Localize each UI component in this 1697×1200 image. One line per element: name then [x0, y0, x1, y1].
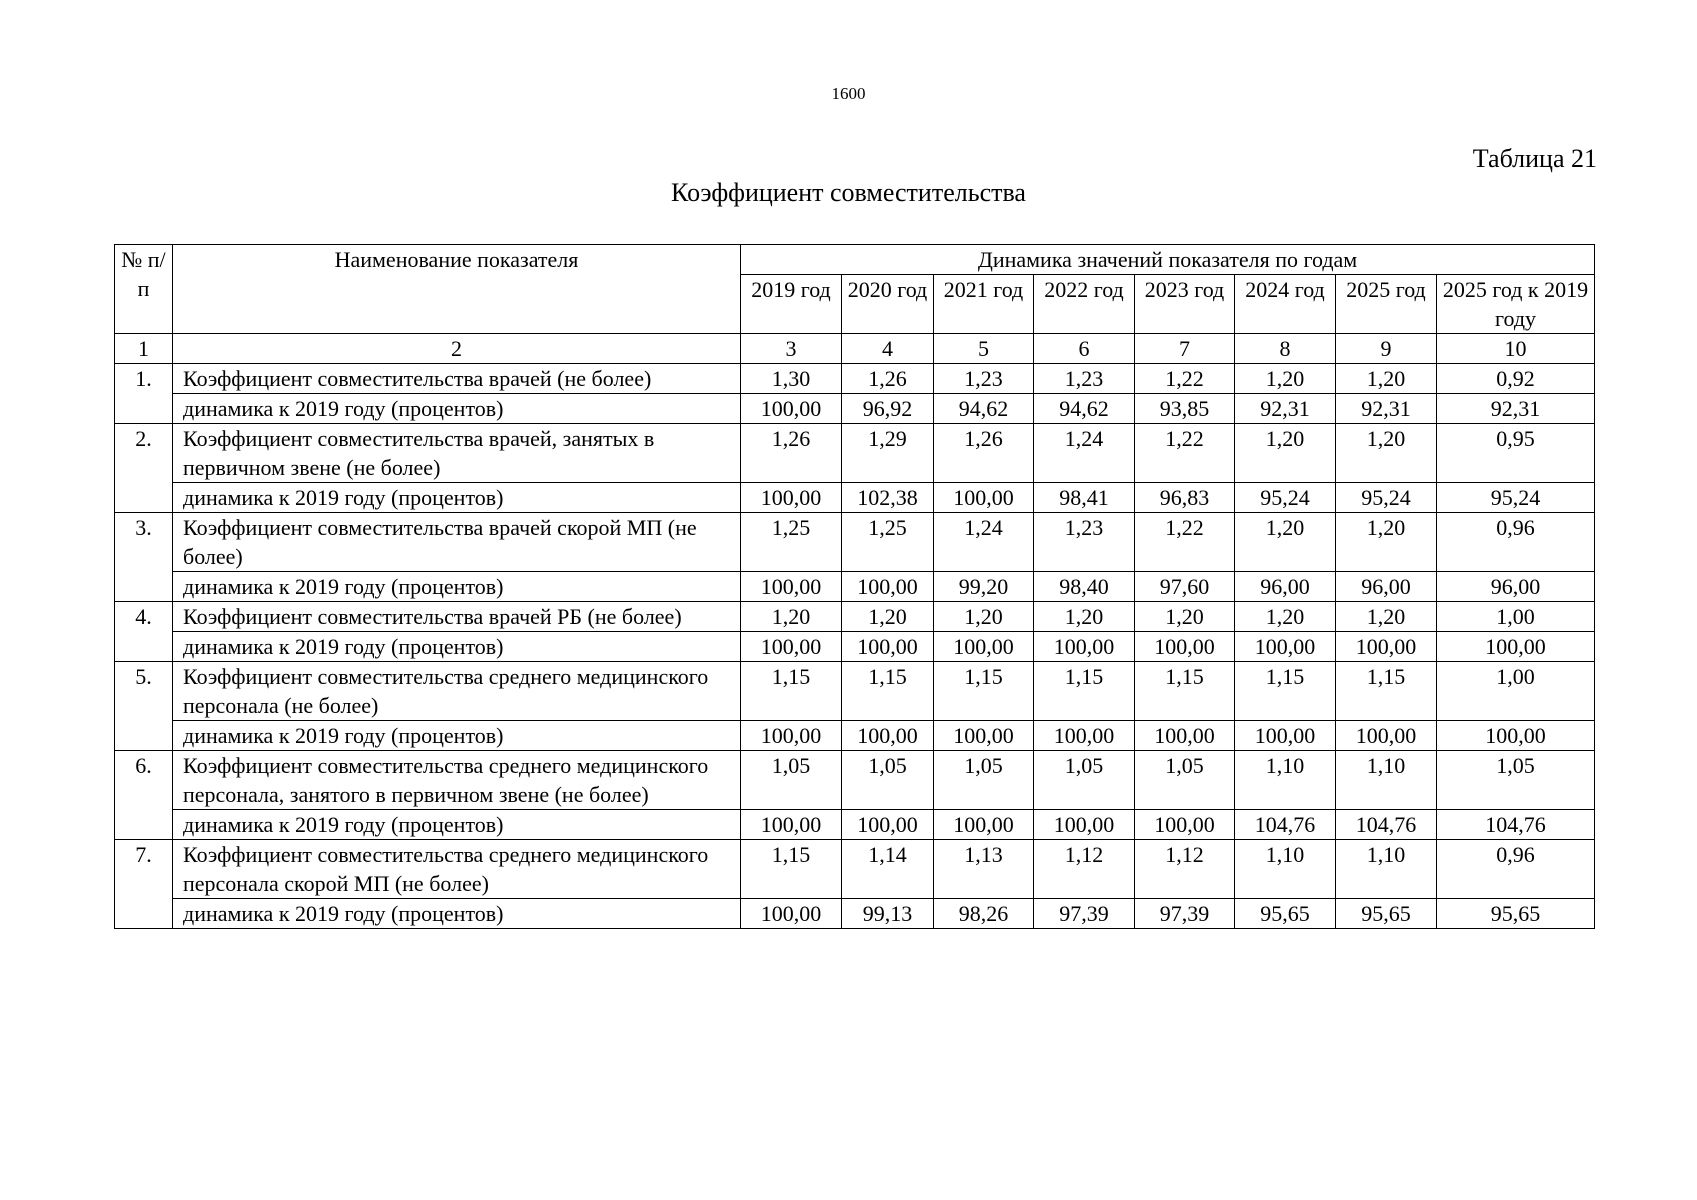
dynamics-value: 97,39 — [1034, 899, 1135, 929]
dynamics-value: 99,20 — [934, 572, 1034, 602]
indicator-name: Коэффициент совместительства врачей РБ (не более) — [173, 602, 741, 632]
dynamics-label: динамика к 2019 году (процентов) — [173, 810, 741, 840]
dynamics-value: 96,00 — [1235, 572, 1336, 602]
dynamics-row — [115, 572, 1595, 602]
dynamics-value: 100,00 — [1034, 721, 1135, 751]
indicator-value: 1,00 — [1437, 662, 1595, 721]
dynamics-value: 100,00 — [934, 810, 1034, 840]
column-number: 8 — [1235, 334, 1336, 364]
indicator-value: 1,15 — [1235, 662, 1336, 721]
dynamics-value: 93,85 — [1135, 394, 1235, 424]
indicator-value: 1,24 — [934, 513, 1034, 572]
dynamics-value: 100,00 — [741, 483, 842, 513]
dynamics-value: 100,00 — [1135, 721, 1235, 751]
indicator-name: Коэффициент совместительства среднего медицинского персонала (не более) — [173, 662, 741, 721]
table-row — [115, 424, 1595, 483]
table-row — [115, 513, 1595, 572]
indicator-value: 1,15 — [741, 662, 842, 721]
indicator-name: Коэффициент совместительства среднего медицинского персонала, занятого в первичном звене (не более) — [173, 751, 741, 810]
indicator-value: 1,20 — [1235, 364, 1336, 394]
indicator-value: 1,20 — [1235, 424, 1336, 483]
dynamics-row — [115, 721, 1595, 751]
dynamics-value: 102,38 — [842, 483, 934, 513]
indicator-value: 1,20 — [1336, 424, 1437, 483]
indicator-value: 1,25 — [741, 513, 842, 572]
header-year: 2020 год — [842, 275, 934, 334]
dynamics-value: 97,60 — [1135, 572, 1235, 602]
indicator-value: 1,15 — [842, 662, 934, 721]
header-year: 2024 год — [1235, 275, 1336, 334]
indicator-value: 1,05 — [842, 751, 934, 810]
indicator-name: Коэффициент совместительства среднего медицинского персонала скорой МП (не более) — [173, 840, 741, 899]
dynamics-value: 100,00 — [1235, 632, 1336, 662]
header-year: 2025 год — [1336, 275, 1437, 334]
dynamics-value: 100,00 — [934, 483, 1034, 513]
header-row-1 — [115, 245, 1595, 275]
dynamics-value: 95,24 — [1437, 483, 1595, 513]
table-row — [115, 751, 1595, 810]
dynamics-value: 100,00 — [1034, 632, 1135, 662]
indicator-value: 1,15 — [1135, 662, 1235, 721]
dynamics-value: 95,65 — [1437, 899, 1595, 929]
indicator-value: 1,20 — [1336, 513, 1437, 572]
indicator-value: 1,15 — [934, 662, 1034, 721]
dynamics-value: 98,26 — [934, 899, 1034, 929]
table-row — [115, 602, 1595, 632]
header-name: Наименование показателя — [173, 245, 741, 334]
dynamics-value: 104,76 — [1437, 810, 1595, 840]
column-number: 3 — [741, 334, 842, 364]
indicator-value: 0,96 — [1437, 513, 1595, 572]
dynamics-row — [115, 483, 1595, 513]
indicator-value: 1,12 — [1034, 840, 1135, 899]
indicator-value: 1,22 — [1135, 513, 1235, 572]
dynamics-value: 100,00 — [1034, 810, 1135, 840]
dynamics-value: 100,00 — [1336, 632, 1437, 662]
dynamics-row — [115, 810, 1595, 840]
indicator-value: 0,96 — [1437, 840, 1595, 899]
dynamics-value: 96,92 — [842, 394, 934, 424]
indicator-value: 0,95 — [1437, 424, 1595, 483]
header-year: 2023 год — [1135, 275, 1235, 334]
dynamics-value: 100,00 — [842, 810, 934, 840]
dynamics-value: 100,00 — [1135, 810, 1235, 840]
dynamics-value: 100,00 — [1235, 721, 1336, 751]
header-num: № п/п — [115, 245, 173, 334]
indicator-value: 1,05 — [741, 751, 842, 810]
dynamics-label: динамика к 2019 году (процентов) — [173, 394, 741, 424]
row-number: 1. — [115, 364, 173, 424]
dynamics-value: 100,00 — [842, 572, 934, 602]
dynamics-value: 95,24 — [1235, 483, 1336, 513]
dynamics-value: 100,00 — [842, 721, 934, 751]
column-number-row — [115, 334, 1595, 364]
indicator-name: Коэффициент совместительства врачей, занятых в первичном звене (не более) — [173, 424, 741, 483]
table-body — [115, 245, 1595, 929]
table-label: Таблица 21 — [1472, 144, 1597, 173]
dynamics-value: 97,39 — [1135, 899, 1235, 929]
indicator-value: 1,05 — [1437, 751, 1595, 810]
indicator-value: 1,05 — [1135, 751, 1235, 810]
dynamics-value: 100,00 — [1437, 632, 1595, 662]
dynamics-value: 92,31 — [1437, 394, 1595, 424]
table-title: Коэффициент совместительства — [671, 178, 1026, 207]
indicator-value: 1,26 — [842, 364, 934, 394]
row-number: 7. — [115, 840, 173, 929]
column-number: 9 — [1336, 334, 1437, 364]
dynamics-value: 95,65 — [1336, 899, 1437, 929]
indicator-value: 1,20 — [1235, 513, 1336, 572]
indicator-value: 1,20 — [842, 602, 934, 632]
column-number: 1 — [115, 334, 173, 364]
header-year: 2025 год к 2019 году — [1437, 275, 1595, 334]
dynamics-value: 98,40 — [1034, 572, 1135, 602]
dynamics-row — [115, 394, 1595, 424]
indicator-value: 1,15 — [741, 840, 842, 899]
indicator-value: 1,10 — [1336, 751, 1437, 810]
row-number: 4. — [115, 602, 173, 662]
indicator-value: 1,14 — [842, 840, 934, 899]
dynamics-label: динамика к 2019 году (процентов) — [173, 899, 741, 929]
dynamics-value: 94,62 — [1034, 394, 1135, 424]
dynamics-label: динамика к 2019 году (процентов) — [173, 721, 741, 751]
indicator-value: 1,23 — [1034, 513, 1135, 572]
indicator-value: 1,20 — [1135, 602, 1235, 632]
dynamics-value: 100,00 — [741, 394, 842, 424]
indicator-value: 1,13 — [934, 840, 1034, 899]
indicator-value: 1,20 — [1235, 602, 1336, 632]
table-row — [115, 364, 1595, 394]
dynamics-value: 100,00 — [741, 721, 842, 751]
dynamics-value: 100,00 — [934, 721, 1034, 751]
header-year: 2019 год — [741, 275, 842, 334]
indicator-value: 1,15 — [1336, 662, 1437, 721]
dynamics-value: 100,00 — [842, 632, 934, 662]
row-number: 2. — [115, 424, 173, 513]
dynamics-value: 94,62 — [934, 394, 1034, 424]
dynamics-value: 100,00 — [1135, 632, 1235, 662]
coefficient-table — [114, 244, 1595, 929]
dynamics-row — [115, 899, 1595, 929]
indicator-value: 1,23 — [934, 364, 1034, 394]
indicator-value: 1,05 — [934, 751, 1034, 810]
dynamics-value: 100,00 — [1437, 721, 1595, 751]
header-year: 2021 год — [934, 275, 1034, 334]
dynamics-value: 104,76 — [1235, 810, 1336, 840]
dynamics-value: 100,00 — [741, 899, 842, 929]
row-number: 6. — [115, 751, 173, 840]
indicator-value: 1,24 — [1034, 424, 1135, 483]
dynamics-value: 96,00 — [1336, 572, 1437, 602]
dynamics-value: 104,76 — [1336, 810, 1437, 840]
row-number: 3. — [115, 513, 173, 602]
dynamics-value: 96,00 — [1437, 572, 1595, 602]
indicator-value: 1,22 — [1135, 364, 1235, 394]
indicator-value: 1,10 — [1235, 840, 1336, 899]
dynamics-label: динамика к 2019 году (процентов) — [173, 632, 741, 662]
indicator-value: 1,26 — [741, 424, 842, 483]
dynamics-value: 100,00 — [741, 810, 842, 840]
dynamics-value: 100,00 — [741, 632, 842, 662]
indicator-value: 1,20 — [741, 602, 842, 632]
indicator-value: 1,29 — [842, 424, 934, 483]
dynamics-value: 98,41 — [1034, 483, 1135, 513]
indicator-name: Коэффициент совместительства врачей скорой МП (не более) — [173, 513, 741, 572]
dynamics-label: динамика к 2019 году (процентов) — [173, 483, 741, 513]
table-row — [115, 662, 1595, 721]
indicator-value: 1,20 — [1336, 602, 1437, 632]
indicator-value: 1,10 — [1336, 840, 1437, 899]
header-year: 2022 год — [1034, 275, 1135, 334]
column-number: 4 — [842, 334, 934, 364]
header-group: Динамика значений показателя по годам — [741, 245, 1595, 275]
dynamics-value: 100,00 — [741, 572, 842, 602]
indicator-value: 1,23 — [1034, 364, 1135, 394]
column-number: 5 — [934, 334, 1034, 364]
dynamics-value: 95,24 — [1336, 483, 1437, 513]
indicator-name: Коэффициент совместительства врачей (не более) — [173, 364, 741, 394]
dynamics-value: 96,83 — [1135, 483, 1235, 513]
column-number: 7 — [1135, 334, 1235, 364]
page-number: 1600 — [831, 84, 866, 103]
indicator-value: 1,10 — [1235, 751, 1336, 810]
column-number: 6 — [1034, 334, 1135, 364]
dynamics-value: 100,00 — [1336, 721, 1437, 751]
indicator-value: 1,15 — [1034, 662, 1135, 721]
indicator-value: 1,22 — [1135, 424, 1235, 483]
row-number: 5. — [115, 662, 173, 751]
dynamics-row — [115, 632, 1595, 662]
indicator-value: 1,30 — [741, 364, 842, 394]
indicator-value: 1,00 — [1437, 602, 1595, 632]
dynamics-value: 92,31 — [1235, 394, 1336, 424]
dynamics-value: 95,65 — [1235, 899, 1336, 929]
indicator-value: 1,26 — [934, 424, 1034, 483]
dynamics-value: 92,31 — [1336, 394, 1437, 424]
dynamics-label: динамика к 2019 году (процентов) — [173, 572, 741, 602]
column-number: 2 — [173, 334, 741, 364]
indicator-value: 1,12 — [1135, 840, 1235, 899]
indicator-value: 1,05 — [1034, 751, 1135, 810]
dynamics-value: 100,00 — [934, 632, 1034, 662]
indicator-value: 1,20 — [1336, 364, 1437, 394]
indicator-value: 1,25 — [842, 513, 934, 572]
dynamics-value: 99,13 — [842, 899, 934, 929]
indicator-value: 0,92 — [1437, 364, 1595, 394]
indicator-value: 1,20 — [1034, 602, 1135, 632]
table-row — [115, 840, 1595, 899]
indicator-value: 1,20 — [934, 602, 1034, 632]
column-number: 10 — [1437, 334, 1595, 364]
